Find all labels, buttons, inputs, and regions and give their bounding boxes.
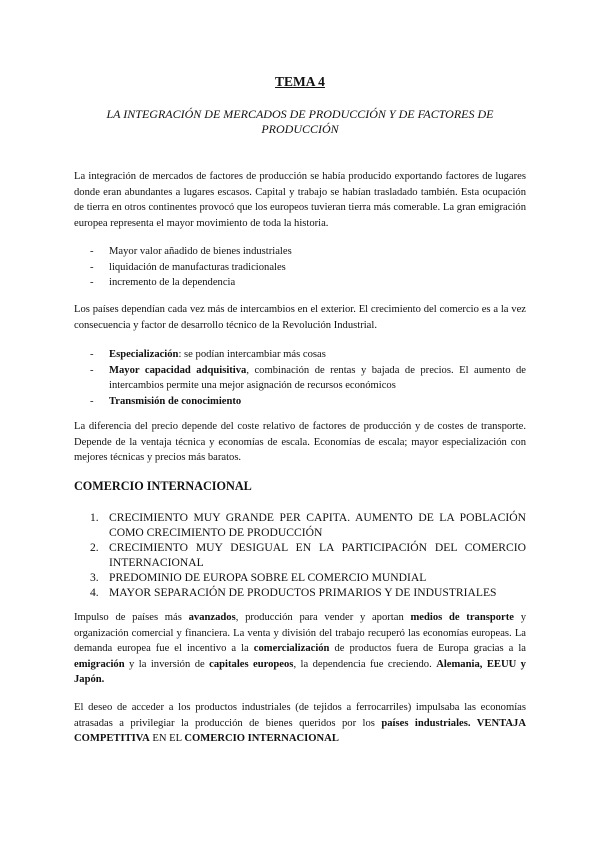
list-item [90,347,526,363]
bold-run: comercialización [253,643,330,655]
trade-dependence-paragraph: Los países dependían cada vez más de intercambios en el exterior. El crecimiento del comercio es a la vez consecuencia y factor de desarrollo técnico de la Revolución Industrial. [74,304,526,331]
item-number: 2. [90,541,99,554]
list-item-text: , combinación de rentas y bajada de precios. El aumento de intercambios permite una mejor asignación de recursos económicos [109,364,526,392]
text-run: , la dependencia fue creciendo. [293,658,437,670]
bold-run: Alemania, EEUU y Japón. [74,658,526,686]
bold-run: capitales europeos [209,658,294,670]
list-item-bold: Transmisión de conocimiento [109,395,242,407]
list-item [90,363,526,394]
list-item-bold: Especialización [109,349,179,360]
list-item: - Mayor valor añadido de bienes industriales [90,244,526,260]
list-item-text: : se podían intercambiar más cosas [178,349,326,360]
numbered-item [90,540,526,570]
document-subtitle: LA INTEGRACIÓN DE MERCADOS DE PRODUCCIÓN Y DE FACTORES DE PRODUCCIÓN [106,107,494,136]
international-trade-list [90,510,526,600]
item-text: CRECIMIENTO MUY GRANDE PER CAPITA. AUMENTO DE LA POBLACIÓN COMO CRECIMIENTO DE PRODUCCIÓN [109,511,526,539]
bold-run: COMERCIO INTERNACIONAL [184,733,339,745]
item-number: 4. [90,586,99,599]
list-item: - incremento de la dependencia [90,275,526,291]
document-title: TEMA 4 [275,74,325,89]
trade-benefits-list [90,347,526,409]
factor-effects-list [90,244,526,291]
list-item: - liquidación de manufacturas tradicionales [90,260,526,276]
item-text: MAYOR SEPARACIÓN DE PRODUCTOS PRIMARIOS Y DE INDUSTRIALES [109,586,497,599]
section-heading: COMERCIO INTERNACIONAL [74,479,252,493]
item-text: PREDOMINIO DE EUROPA SOBRE EL COMERCIO MUNDIAL [109,571,427,584]
item-text: CRECIMIENTO MUY DESIGUAL EN LA PARTICIPACIÓN DEL COMERCIO INTERNACIONAL [109,541,526,569]
list-item-bold: Mayor capacidad adquisitiva [109,364,247,376]
numbered-item [90,585,526,600]
list-item [90,394,526,410]
text-run: y la inversión de [124,658,210,670]
bold-run: emigración [74,658,125,670]
text-run: EN EL [149,733,185,745]
impulse-paragraph [74,610,526,688]
competitive-advantage-paragraph [74,700,526,747]
price-difference-paragraph: La diferencia del precio depende del coste relativo de factores de producción y de costes de transporte. Depende de la ventaja técnica y economías de escala. Economías de escala; mayor especialización con mejores técnicas y precios más baratos. [74,421,526,464]
text-run: y organización comercial y financiera. La venta y división del trabajo recuperó las economías europeas. La demanda europea fue el incentivo a la [74,612,526,655]
numbered-item [90,510,526,540]
text-run: de productos fuera de Europa gracias a la [329,643,526,655]
bold-run: países industriales. VENTAJA COMPETITIVA [74,717,526,745]
item-number: 1. [90,511,99,524]
text-run: , producción para vender y aportan [235,612,411,623]
bold-run: avanzados [188,612,236,623]
item-number: 3. [90,571,99,584]
intro-paragraph: La integración de mercados de factores de producción se había producido exportando factores de lugares donde eran abundantes a lugares escasos. Capital y trabajo se habían trasladado también. Esta ocupación de tierra en otros continentes provocó que los europeos tuvieran tierra más comerable. La gran emigración europea representa el mayor movimiento de toda la historia. [74,171,526,229]
text-run: El deseo de acceder a los productos industriales (de tejidos a ferrocarriles) impulsaba las economías atrasadas a privilegiar la producción de bienes queridos por los [74,702,526,729]
text-run: Impulso de países más [74,612,189,623]
numbered-item [90,570,526,585]
bold-run: medios de transporte [410,612,514,623]
